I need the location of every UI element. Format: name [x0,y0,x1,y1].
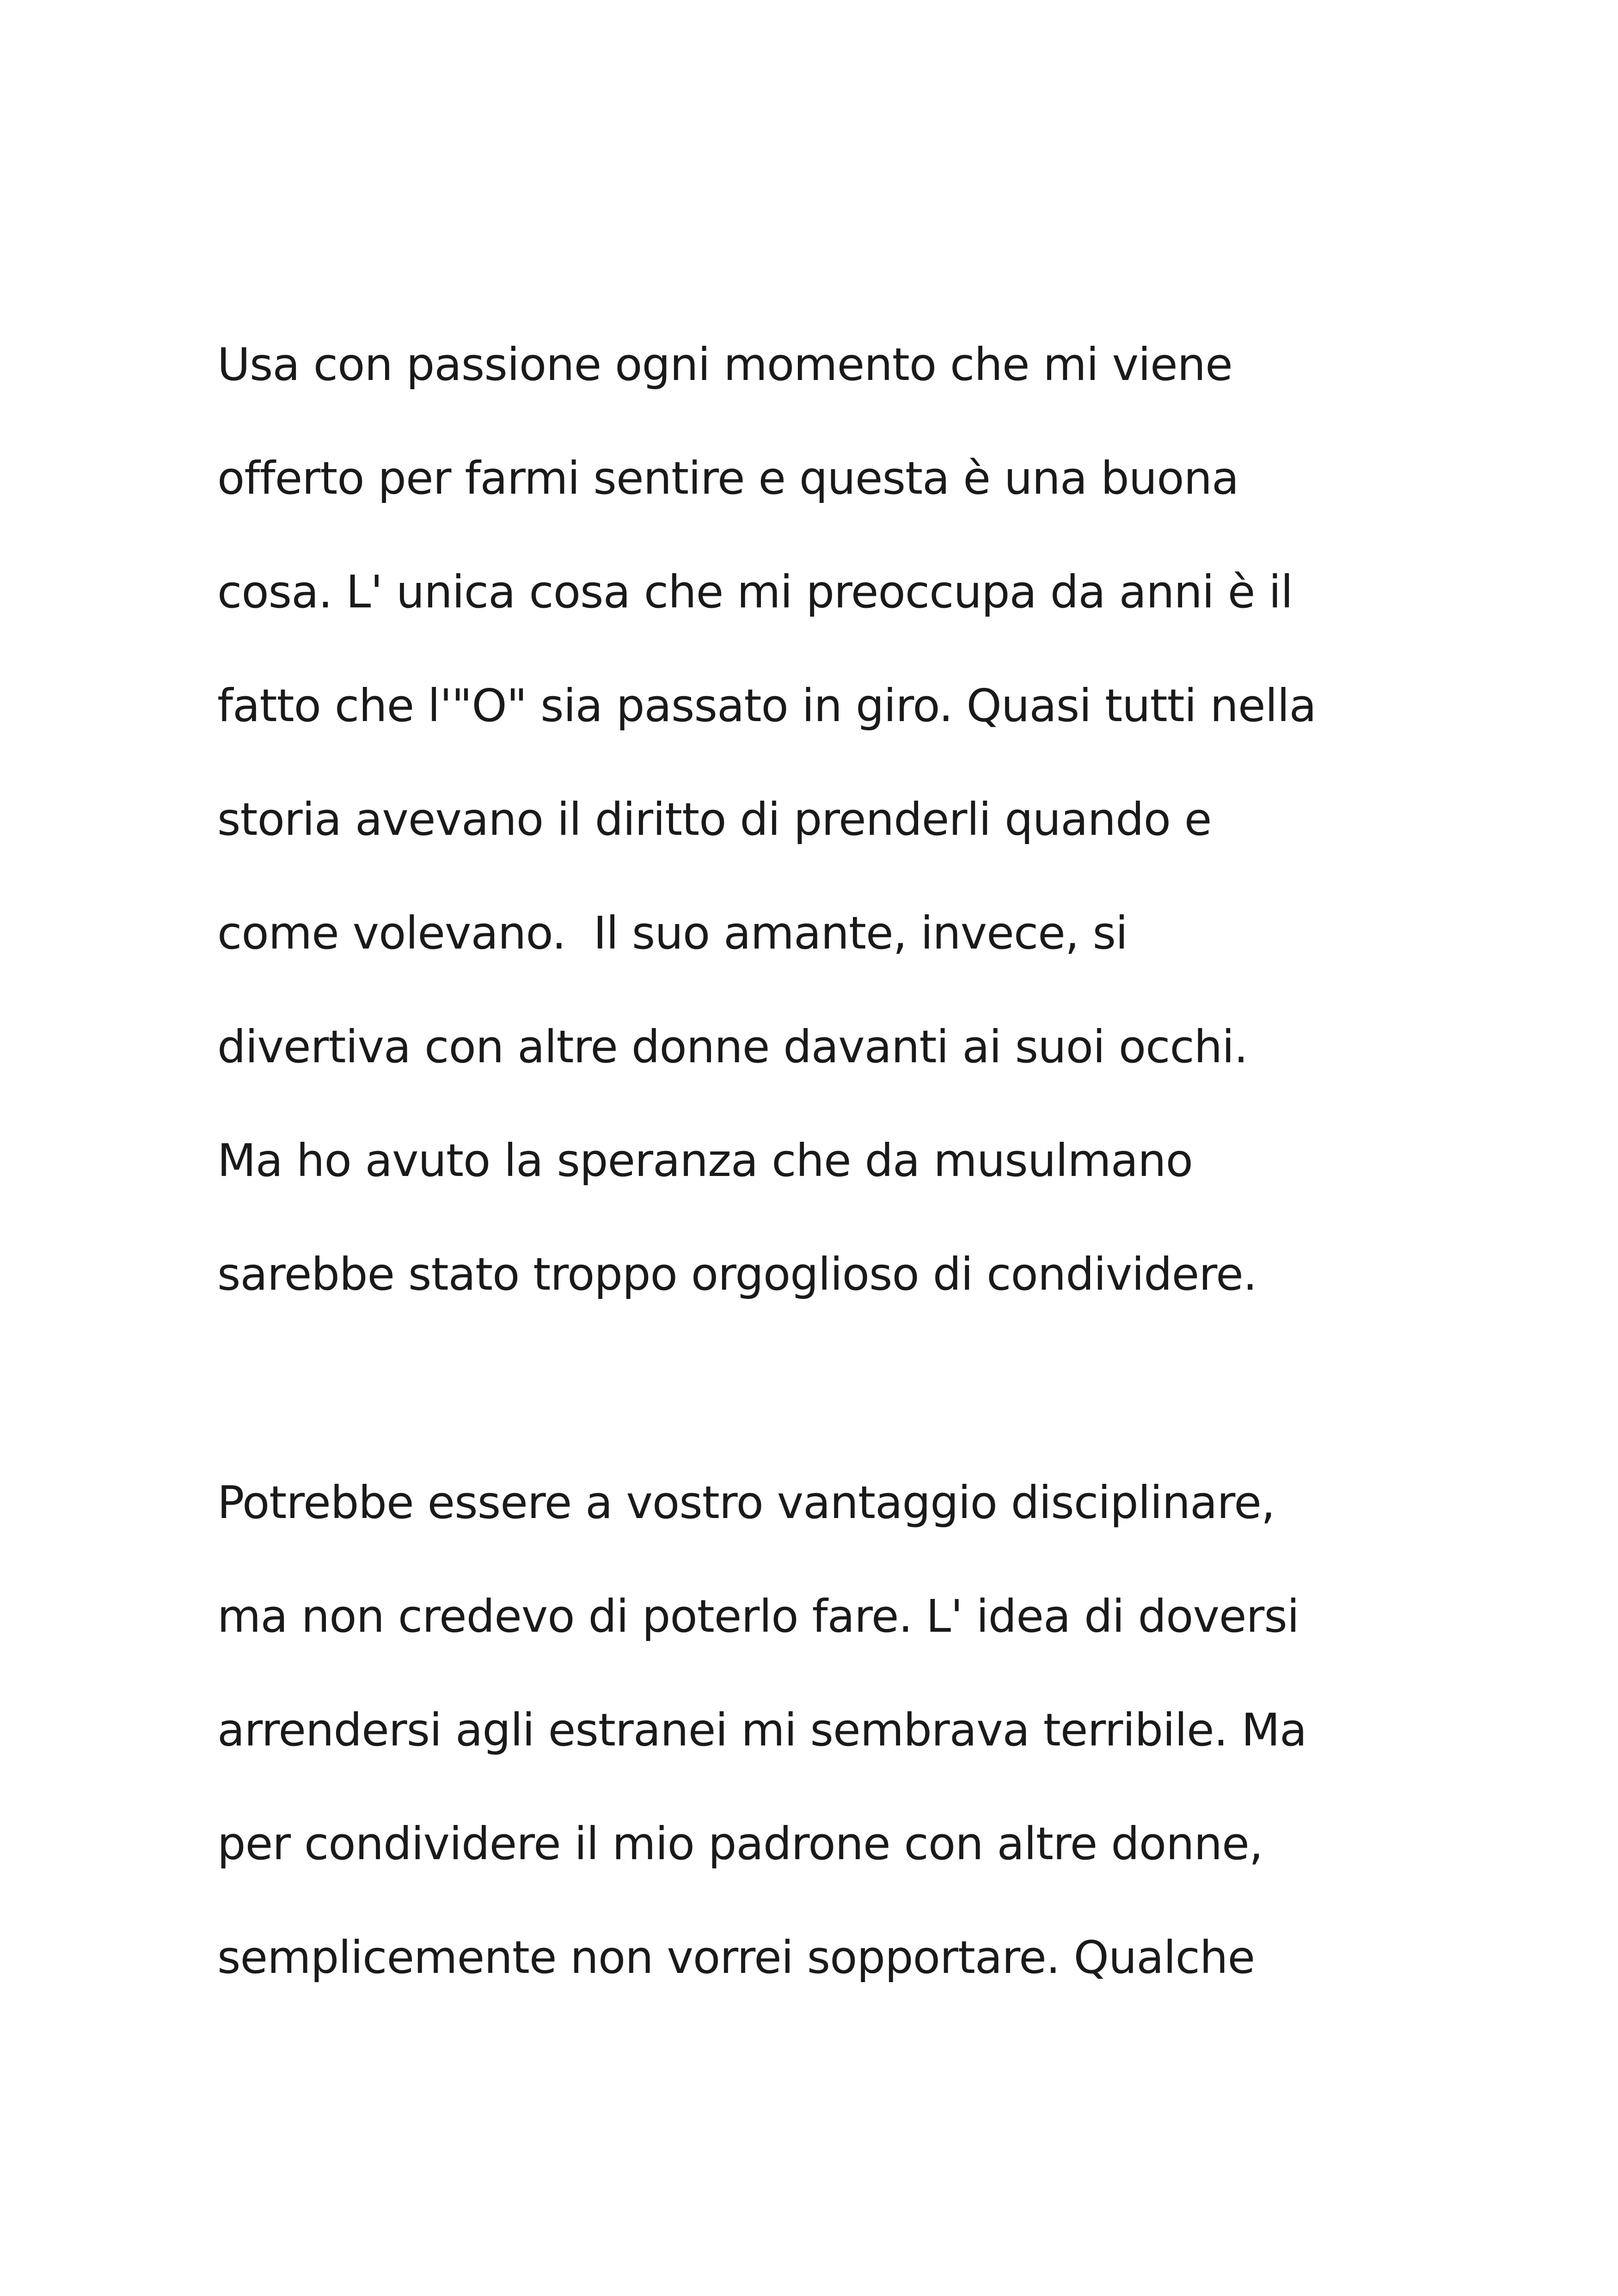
text-line: sarebbe stato troppo orgoglioso di condividere. [217,1248,1257,1300]
text-line: arrendersi agli estranei mi sembrava terribile. Ma [217,1704,1307,1756]
text-line: semplicemente non vorrei sopportare. Qualche [217,1931,1255,1984]
text-line: divertiva con altre donne davanti ai suoi occhi. [217,1021,1248,1073]
text-line: Usa con passione ogni momento che mi viene [217,338,1232,391]
text-line: ma non credevo di poterlo fare. L' idea di doversi [217,1590,1299,1642]
text-line: come volevano. Il suo amante, invece, si [217,907,1128,959]
paragraph-2 [217,1446,1465,2014]
text-line: storia avevano il diritto di prenderli quando e [217,793,1212,845]
paragraph-1 [217,308,1465,1331]
text-line: offerto per farmi sentire e questa è una buona [217,452,1239,504]
text-line: fatto che l'"O" sia passato in giro. Quasi tutti nella [217,680,1316,732]
text-line: per condividere il mio padrone con altre donne, [217,1818,1263,1870]
text-line: Potrebbe essere a vostro vantaggio disciplinare, [217,1476,1275,1529]
text-line: Ma ho avuto la speranza che da musulmano [217,1134,1193,1187]
text-line: cosa. L' unica cosa che mi preoccupa da anni è il [217,566,1293,618]
